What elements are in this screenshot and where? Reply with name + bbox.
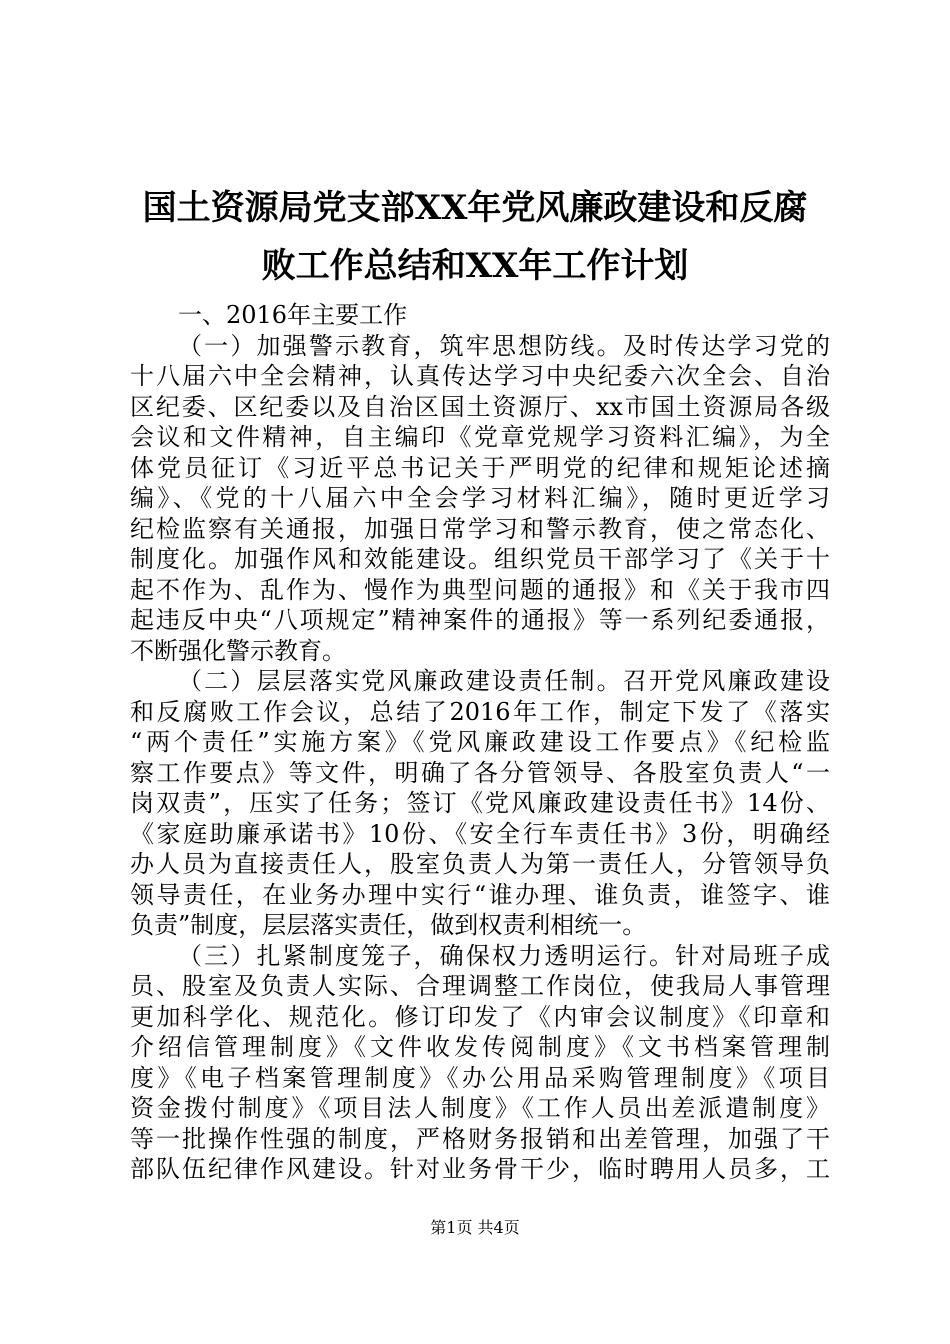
paragraph-line: 员、股室及负责人实际、合理调整工作岗位，使我局人事管理 <box>130 972 830 1000</box>
paragraph-line: 介绍信管理制度》《文件收发传阅制度》《文书档案管理制 <box>130 1033 830 1061</box>
paragraph-line: 岗双责”，压实了任务；签订《党风廉政建设责任书》14份、 <box>130 789 830 817</box>
paragraph-line: 《家庭助廉承诺书》10份、《安全行车责任书》3份，明确经 <box>130 819 830 848</box>
paragraph-line: 起违反中央“八项规定”精神案件的通报》等一系列纪委通报， <box>130 606 830 634</box>
paragraph-line: 和反腐败工作会议，总结了2016年工作，制定下发了《落实 <box>130 697 830 726</box>
paragraph-line: 资金拨付制度》《项目法人制度》《工作人员出差派遣制度》 <box>130 1094 830 1122</box>
paragraph-line: 领导责任，在业务办理中实行“谁办理、谁负责，谁签字、谁 <box>130 880 830 909</box>
document-title-line-2: 败工作总结和XX年工作计划 <box>261 246 689 286</box>
section-heading: 一、2016年主要工作 <box>178 301 408 329</box>
paragraph-line: （一）加强警示教育，筑牢思想防线。及时传达学习党的 <box>178 331 830 360</box>
paragraph-line: 区纪委、区纪委以及自治区国土资源厅、xx市国土资源局各级 <box>130 392 830 421</box>
paragraph-line: 十八届六中全会精神，认真传达学习中央纪委六次全会、自治 <box>130 362 830 390</box>
paragraph-line: 体党员征订《习近平总书记关于严明党的纪律和规矩论述摘 <box>130 453 830 482</box>
paragraph-line: 会议和文件精神，自主编印《党章党规学习资料汇编》，为全 <box>130 423 830 451</box>
page-number-footer: 第1页 共4页 <box>430 1218 520 1237</box>
paragraph-line: （二）层层落实党风廉政建设责任制。召开党风廉政建设 <box>178 667 830 695</box>
paragraph-line: 更加科学化、规范化。修订印发了《内审会议制度》《印章和 <box>130 1002 830 1031</box>
paragraph-line: 编》、《党的十八届六中全会学习材料汇编》，随时更近学习 <box>130 484 830 512</box>
paragraph-line: 制度化。加强作风和效能建设。组织党员干部学习了《关于十 <box>130 545 830 573</box>
paragraph-line: 负责”制度，层层落实责任，做到权责利相统一。 <box>130 911 647 939</box>
paragraph-line: 察工作要点》等文件，明确了各分管领导、各股室负责人“一 <box>130 758 830 787</box>
paragraph-line: 起不作为、乱作为、慢作为典型问题的通报》和《关于我市四 <box>130 575 830 604</box>
document-title-line-1: 国土资源局党支部XX年党风廉政建设和反腐 <box>142 188 808 228</box>
paragraph-line: 等一批操作性强的制度，严格财务报销和出差管理，加强了干 <box>130 1124 830 1153</box>
document-body <box>130 300 830 1185</box>
paragraph-line: 部队伍纪律作风建设。针对业务骨干少，临时聘用人员多，工 <box>130 1155 830 1183</box>
paragraph-line: 度》《电子档案管理制度》《办公用品采购管理制度》《项目 <box>130 1063 830 1092</box>
paragraph-line: 办人员为直接责任人，股室负责人为第一责任人，分管领导负 <box>130 850 830 878</box>
paragraph-line: （三）扎紧制度笼子，确保权力透明运行。针对局班子成 <box>178 941 830 970</box>
paragraph-line: 不断强化警示教育。 <box>130 636 346 665</box>
paragraph-line: “两个责任”实施方案》《党风廉政建设工作要点》《纪检监 <box>130 728 830 756</box>
paragraph-line: 纪检监察有关通报，加强日常学习和警示教育，使之常态化、 <box>130 514 830 543</box>
